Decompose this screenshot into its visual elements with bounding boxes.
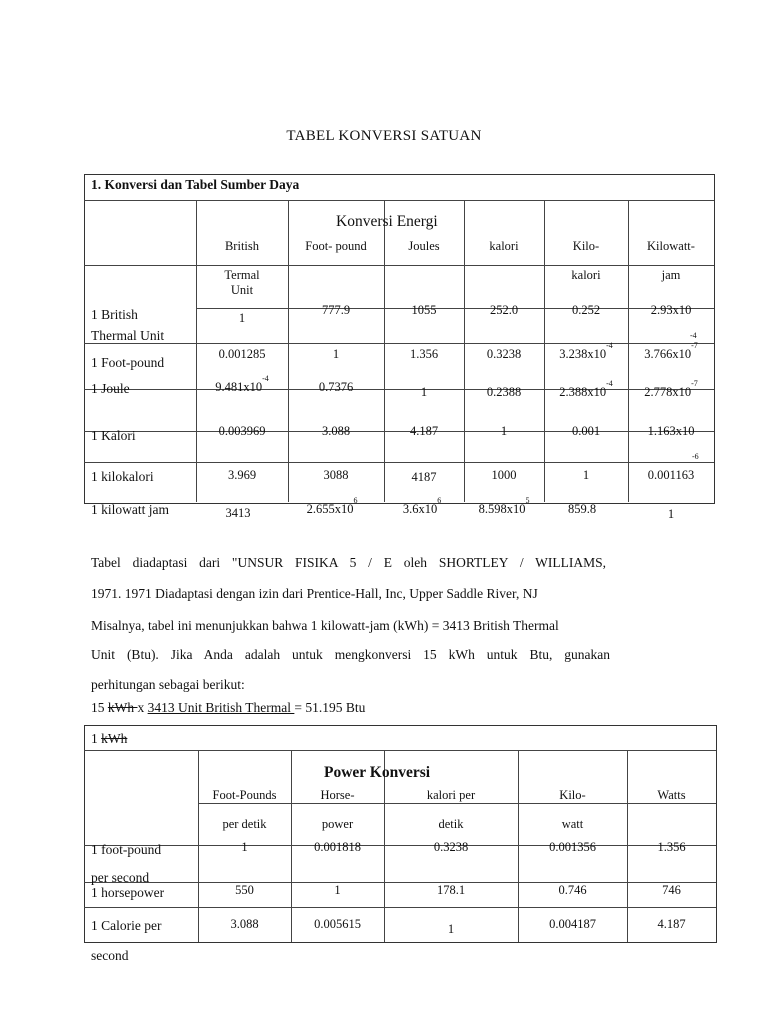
cell-btu-kilokalori: 0.252 [571, 303, 601, 317]
cell-fp-footpound: 1 [332, 347, 340, 361]
cell-joule-joules: 1 [420, 385, 428, 399]
section-title: 1. Konversi dan Tabel Sumber Daya [91, 177, 300, 192]
cell-kkal-footpound: 3088 [323, 468, 349, 482]
row-label-calorie-per-second: 1 Calorie per [91, 918, 162, 933]
cell-fp-kalori: 0.3238 [486, 347, 522, 361]
row-label-kalori: 1 Kalori [91, 428, 136, 443]
col-header-power: power [321, 817, 354, 831]
paragraph-line-3: Misalnya, tabel ini menunjukkan bahwa 1 kilowatt-jam (kWh) = 3413 British Thermal [91, 618, 559, 633]
paragraph-line-4: Unit (Btu). Jika Anda adalah untuk mengkonversi 15 kWh untuk Btu, gunakan [91, 647, 610, 662]
cell-fps-fps: 1 [241, 840, 248, 854]
col-header-kilokalori-line2: kalori [571, 268, 601, 282]
col-header-kilo: Kilo- [559, 788, 586, 802]
col-header-foot-pound: Foot- pound [305, 239, 367, 253]
col-header-kilokalori: Kilo- [572, 239, 600, 253]
cell-hp-watts: 746 [662, 883, 681, 897]
col-header-btu: British [224, 239, 260, 253]
cell-fp-btu: 0.001285 [218, 347, 266, 361]
row-label-foot-pound: 1 Foot-pound [91, 355, 165, 370]
cell-hp-kal: 178.1 [436, 883, 466, 897]
cell-kkal-kwh: 0.001163 [647, 468, 695, 482]
row-label-foot-pound-per-second-2: per second [91, 870, 150, 885]
cell-cal-kal: 1 [447, 922, 455, 936]
cell-fps-kw: 0.001356 [549, 840, 596, 854]
col-header-kalori-per: kalori per [426, 788, 476, 802]
col-header-foot-pounds: Foot-Pounds [212, 788, 277, 802]
cell-fps-kal: 0.3238 [433, 840, 469, 854]
col-header-kilowatt-jam: Kilowatt- [647, 239, 695, 253]
cell-fp-joules: 1.356 [409, 347, 439, 361]
group-header-energy: Konversi Energi [336, 213, 438, 230]
row-label-horsepower: 1 horsepower [91, 885, 165, 900]
row-label-kilowatt-jam: 1 kilowatt jam [91, 502, 169, 517]
cell-btu-kwh: 2.93x10 [650, 303, 692, 317]
cell-joule-kwh: $2.778x10^{-7}$ [644, 379, 698, 399]
cell-hp-fps: 550 [235, 883, 254, 897]
cell-joule-btu: $9.481x10^{-4}$ [215, 374, 269, 394]
cell-cal-kw: 0.004187 [549, 917, 596, 931]
cell-fp-kilokalori: $3.238x10^{-4}$ [559, 341, 613, 361]
col-header-horse: Horse- [320, 788, 355, 802]
row-label-joule: 1 Joule [91, 381, 130, 396]
group-header-power: Power Konversi [324, 764, 431, 781]
cell-joule-kalori: 0.2388 [486, 385, 522, 399]
col-header-per-detik: per detik [222, 817, 267, 831]
cell-kwh-kwh: 1 [667, 507, 675, 521]
cell-kalori-kilokalori: 0.001 [571, 424, 601, 438]
row-label-foot-pound-per-second: 1 foot-pound [91, 842, 162, 857]
cell-fps-hp: 0.001818 [314, 840, 361, 854]
col-header-watts: Watts [657, 788, 686, 802]
exp-btu-kwh: -4 [690, 331, 697, 340]
table-2-header: 1 kWh [91, 731, 128, 746]
cell-kkal-kilokalori: 1 [582, 468, 590, 482]
cell-kwh-btu: 3413 [225, 506, 251, 520]
cell-btu-kalori: 252.0 [489, 303, 519, 317]
row-label-calorie-per-second-2: second [91, 948, 129, 963]
cell-kkal-btu: 3.969 [227, 468, 257, 482]
cell-btu-joules: 1055 [411, 303, 437, 317]
cell-cal-hp: 0.005615 [314, 917, 361, 931]
cell-kwh-kalori: $8.598x10^5$ [478, 496, 530, 516]
cell-hp-hp: 1 [334, 883, 341, 897]
cell-kkal-joules: 4187 [411, 470, 437, 484]
paragraph-line-2: 1971. 1971 Diadaptasi dengan izin dari Prentice-Hall, Inc, Upper Saddle River, NJ [91, 586, 538, 601]
cell-joule-kilokalori: $2.388x10^{-4}$ [559, 379, 613, 399]
table-2-frame [84, 725, 717, 943]
paragraph-line-5: perhitungan sebagai berikut: [91, 677, 245, 692]
cell-kalori-kalori: 1 [500, 424, 508, 438]
cell-fp-kwh: $3.766x10^{-7}$ [644, 341, 698, 361]
exp-kalori-kwh: -6 [692, 452, 699, 461]
cell-cal-watts: 4.187 [657, 917, 686, 931]
cell-joule-footpound: 0.7376 [318, 380, 354, 394]
cell-kwh-joules: $3.6x10^6$ [402, 496, 442, 516]
cell-kalori-joules: 4.187 [409, 424, 439, 438]
row-label-btu: 1 British Thermal Unit [91, 307, 165, 343]
calculation-line: 15 kWh x 3413 Unit British Thermal = 51.195 Btu [91, 700, 366, 715]
row-label-kilokalori: 1 kilokalori [91, 469, 154, 484]
cell-kwh-footpound: $2.655x10^6$ [306, 496, 358, 516]
cell-cal-fps: 3.088 [230, 917, 259, 931]
document-title: TABEL KONVERSI SATUAN [286, 128, 482, 144]
cell-kalori-footpound: 3.088 [321, 424, 351, 438]
cell-btu-btu: 1 [238, 311, 246, 325]
col-header-kalori: kalori [489, 239, 519, 253]
cell-fps-watts: 1.356 [657, 840, 686, 854]
cell-hp-kw: 0.746 [558, 883, 587, 897]
cell-kkal-kalori: 1000 [491, 468, 517, 482]
col-header-watt: watt [561, 817, 584, 831]
col-header-btu-line2: Termal Unit [224, 268, 260, 297]
col-header-detik: detik [438, 817, 464, 831]
cell-kwh-kilokalori: 859.8 [567, 502, 597, 516]
cell-kalori-btu: 0.003969 [218, 424, 266, 438]
col-header-kilowatt-jam-line2: jam [661, 268, 681, 282]
cell-btu-footpound: 777.9 [321, 303, 351, 317]
col-header-joules: Joules [408, 239, 440, 253]
cell-kalori-kwh: 1.163x10 [647, 424, 695, 438]
paragraph-line-1: Tabel diadaptasi dari "UNSUR FISIKA 5 / E oleh SHORTLEY / WILLIAMS, [91, 555, 606, 570]
